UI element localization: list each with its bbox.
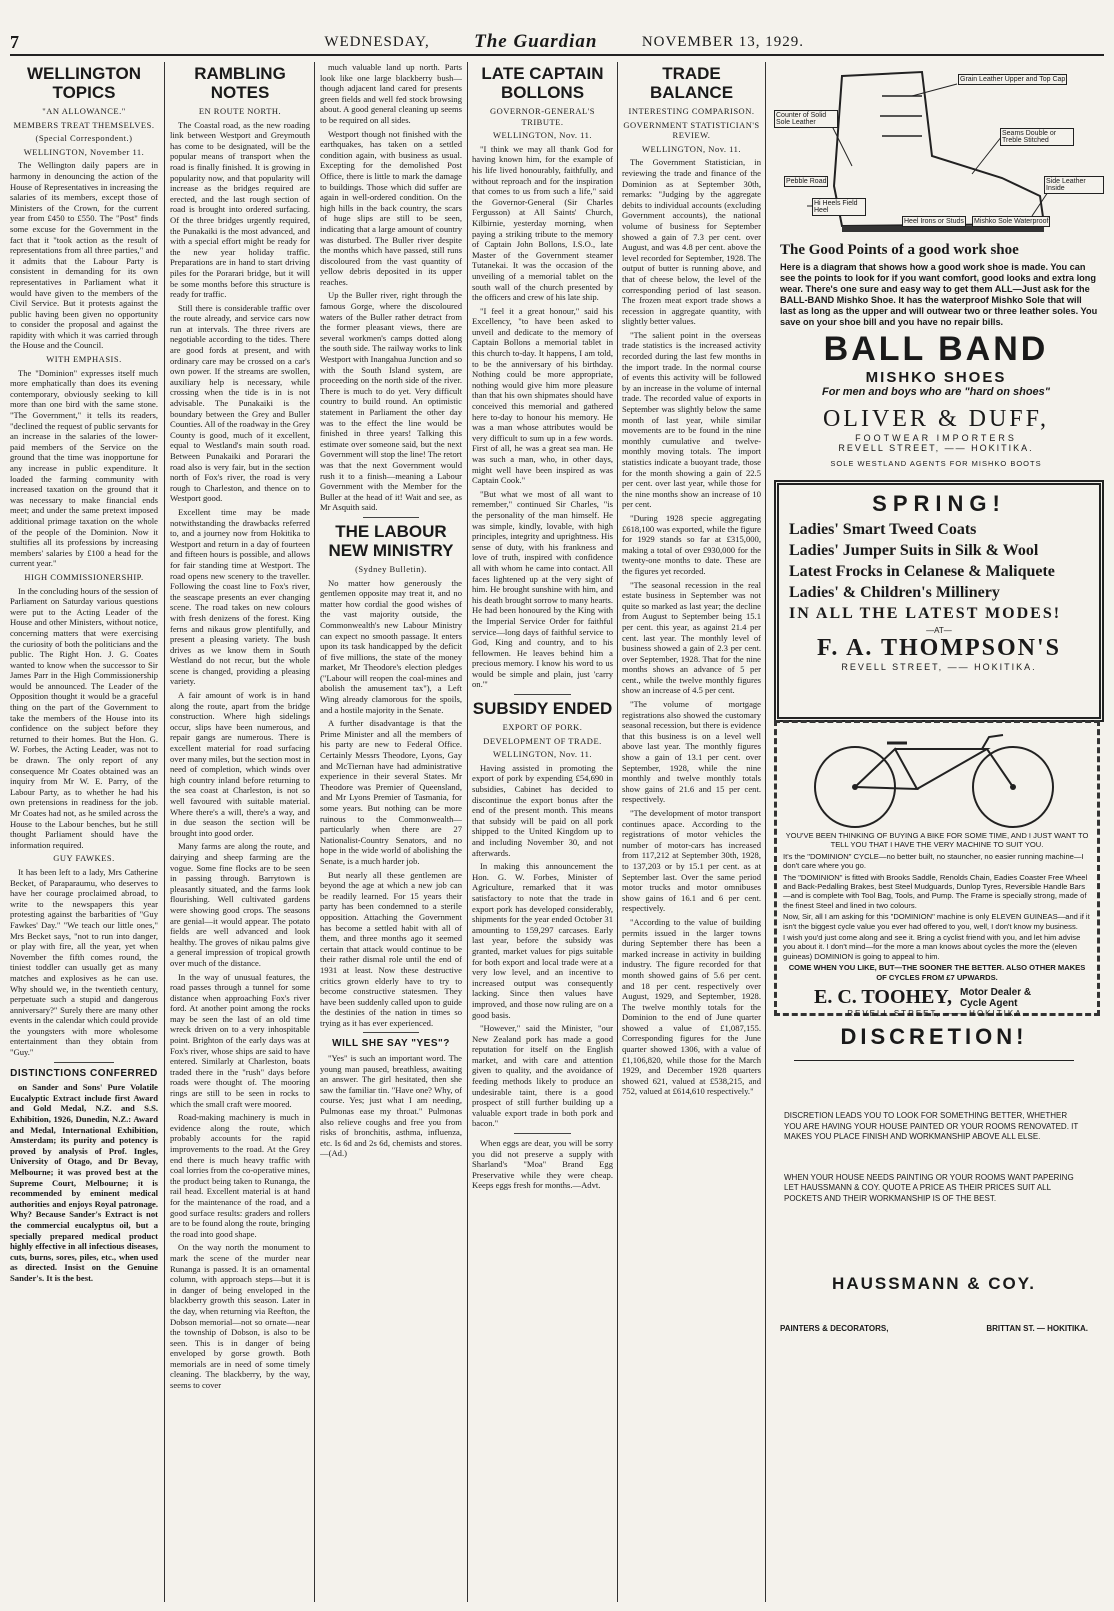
ballband-ad bbox=[772, 326, 1100, 472]
firm-role: Motor Dealer & Cycle Agent bbox=[960, 986, 1032, 1009]
brand-logo: BALL BAND bbox=[823, 330, 1049, 368]
paragraph: But nearly all these gentlemen are beyond the age at which a new job can be readily learned. For 15 years their party has been condemned to a sterile opposition. Attaching the Government has become a settled habit with all of them, and three months ago it seemed certain that attack would continue to be their rather dismal role until the end of 1931 at least. Now these destructive critics grown elderly have to try to become constructive statesmen. They have been suddenly called upon to guide the destinies of the nation in times so trying as it has ever experienced. bbox=[320, 869, 462, 1028]
shoe-label: Pebble Road bbox=[786, 178, 827, 185]
paragraph: on Sander and Sons' Pure Volatile Eucalyptic Extract include first Award and Gold Medal, N.Z. and S.S. Exhibition, 1926, Dunedin, N.Z.: Award and Medal, International Exhibition, Amsterdam; its purity and potency is proved by analysis of Prof. Ingles, University of Otago, and Dr Bevay, Melbourne; it was proved best at the Supreme Court, Melbourne; it is recommended by eminent medical authorities and enjoys Royal patronage. Why? Because Sander's Extract is not the commercial eucalyptus oil, but a specially prepared medical product highly effective in all infectious diseases, cuts, burns, sores, piles, etc., when used as directed. Insist on the Genuine Sander's. It is the best. bbox=[10, 1082, 158, 1283]
masthead bbox=[10, 30, 1104, 56]
firm-address: REVELL STREET, —— HOKITIKA. bbox=[841, 662, 1037, 672]
paragraph: Many farms are along the route, and dairying and sheep farming are the vogue. Some fine flocks are to be seen in passing through. Barrytown is pleasantly situated, and the farms look flourishing. Well cultivated gardens were showing good crops. The seasons are genial—it would appear. The potato fields are well advanced and look healthy. The groves of nikau palms give a general impression of tropical growth over much of the distance. bbox=[170, 841, 310, 968]
article-subhead: DEVELOPMENT OF TRADE. bbox=[483, 735, 602, 746]
divider bbox=[794, 1060, 1074, 1061]
shoe-label: Side Leather Inside bbox=[1044, 176, 1104, 194]
agents-line: SOLE WESTLAND AGENTS FOR MISHKO BOOTS bbox=[830, 459, 1042, 468]
section-subhead: WITH EMPHASIS. bbox=[46, 354, 122, 365]
section-subhead: HIGH COMMISSIONERSHIP. bbox=[24, 571, 144, 582]
shoe-label: Counter of Solid Sole Leather bbox=[774, 110, 838, 128]
divider bbox=[363, 517, 420, 518]
paragraph: The Coastal road, as the new roading link between Westport and Greymouth has come to be designated, will be the popular means of transport when the road is finally finished. It is growing in popularity now, and that popularity will increase as the bridges required are erected, and the last rough section of road is brought into ordered surfacing. Of the three bridges urgently required, the Punakaiki is the most advanced, and with a special effort might be ready for the new year holiday traffic. Preparations are in hand to start driving piles for the Porarari bridge, but it will be some months before this structure is ready for traffic. bbox=[170, 119, 310, 300]
dateline: WELLINGTON, November 11. bbox=[23, 146, 145, 157]
shoe-label: Hi Heels Field Heel bbox=[812, 198, 866, 216]
tagline: For men and boys who are "hard on shoes" bbox=[821, 386, 1051, 398]
paragraph: No matter how generously the gentlemen opposite may treat it, and no matter how cordial the good wishes of the vast majority outside, the Commonwealth's new Labour Ministry can expect no smooth passage. It enters upon its task handicapped by the deficit of five millions, the state of the money market, Mr Theodore's election pledges ("Labour will reopen the coal-mines and abolish the amusement tax"), a Left Wing already clamorous for the spoils, and a hostile majority in the Senate. bbox=[320, 577, 462, 715]
article-title: TRADE BALANCE bbox=[649, 64, 734, 102]
article-subhead: "AN ALLOWANCE." bbox=[42, 106, 126, 116]
paragraph: Still there is considerable traffic over the route already, and service cars now run at intervals. The three rivers are negotiable according to the tides. There are good fords at present, and with ordinary care may be crossed on a car's own power. If the streams are swollen, auxiliary help is necessary, while crossing when the tide is in is not advisable. The Punakaiki is the boundary between the Grey and Buller Counties. All of the roadway in the Grey County is good, much of it excellent, equal to Westland's main south road. Between Punakaiki and Porarari the road also is very fair, but in the section north of Fox's river, the road is very rough to Charleston, and thence on to Westport good. bbox=[170, 302, 310, 504]
byline: (Sydney Bulletin). bbox=[355, 563, 427, 574]
ad-paragraph: It's the "DOMINION" CYCLE—no better built, no stauncher, no easier running machine—I don't care where you go. bbox=[783, 851, 1084, 871]
paragraph: The "Dominion" expresses itself much more emphatically than does its evening contemporary, obviously seeking to kill more than one bird with the same stone. "The Government," it tells its readers, "declined the request of public servants for an increase in the salaries of the lower-paid members of the Service on the ground that the time was inopportune for any increase in public expenditure. It loaded the farming community with increased taxation on the ground that it was necessary to make financial ends meet; and under the same pretext imposed additional primage taxation on the whole of the people of the Dominion. Now it stultifies all its professions by increasing members' salaries by £100 a head for the current year." bbox=[10, 367, 158, 569]
paragraph: Road-making machinery is much in evidence along the route, which probably accounts for the rapid improvements to the road. At the Grey end there is much heavy traffic with coal lorries from the co-operative mines, the product being taken to Runanga, the rail head. Excellent material is at hand for the maintenance of the road, and a good surface results: graders and rollers are to be found along the route, bringing the road into good shape. bbox=[170, 1112, 310, 1239]
firm-address: REVELL STREET, —— HOKITIKA. bbox=[847, 1009, 1027, 1019]
paragraph: "During 1928 specie aggregating £618,100 was exported, while the figure for 1929 stands so far at £315,000, making a total of over £930,000 for the twenty-one months to date. These are the figures yet recorded. bbox=[622, 512, 761, 576]
shoe-ad-body: Here is a diagram that shows how a good work shoe is made. You can see the points to look for if you want comfort, good looks and extra long wear. There's one sure and easy way to get them ALL—Just ask for the BALL-BAND Mishko Shoe. It has the waterproof Mishko Sole that will last as long as the upper and will outwear two or three leather soles. You save on your shoe bill and you have no repair bills. bbox=[780, 262, 1098, 327]
bicycle-ad-body bbox=[777, 831, 1097, 982]
spring-lines bbox=[779, 517, 1099, 626]
article-subhead: MEMBERS TREAT THEMSELVES. bbox=[13, 119, 155, 130]
ad-paragraph: WHEN YOUR HOUSE NEEDS PAINTING OR YOUR ROOMS WANT PAPERING LET HAUSSMANN & COY. QUOTE A PRICE AS THEIR PRICES SUIT ALL POCKETS AND THEIR WORKMANSHIP IS OF THE BEST. bbox=[784, 1172, 1074, 1203]
ad-heading: DISTINCTIONS CONFERRED bbox=[10, 1067, 158, 1079]
column-captain-bollons bbox=[472, 62, 613, 1602]
article-subhead: GOVERNOR-GENERAL'S TRIBUTE. bbox=[490, 106, 595, 127]
paragraph: The Government Statistician, in reviewing the trade and finance of the Dominion as at September 30th, remarks: "Judging by the aggregate debits to individual accounts (excluding Government accounts), the national volume of business for September showed a gain of 7.3 per cent. over August, and was 4.8 per cent. above the level recorded for September, 1928. The output of butter is running above, and that of cheese below, the level of the corresponding period of last season. The frozen meat export trade shows a recession in aggregate quantity, with slightly better values. bbox=[622, 157, 761, 327]
discretion-ad bbox=[774, 1018, 1094, 1394]
paragraph: "I feel it a great honour," said his Excellency, "to have been asked to unveil and dedicate to the memory of Captain Bollons a memorial tablet in this church to-day. It happens, I am told, to be the anniversary of his birthday. Nothing could be more appropriate, nothing would give him more pleasure than that his own shipmates should have conceived this memorial and gathered here to-day to honour his memory. He was a man whose attributes would be very difficult to sum up in a few words. First of all, he was a great sea man. He was such a man, who, in other days, might well have been inspired as was Captain Cook." bbox=[472, 305, 613, 486]
firm-name: OLIVER & DUFF, bbox=[822, 406, 1050, 432]
bicycle-illustration bbox=[777, 727, 1093, 831]
paragraph: In making this announcement the Hon. G. W. Forbes, Minister of Agriculture, remarked that it was satisfactory to note that the trade in export pork has developed considerably, shipments for the year ended October 31 amounting to 159,297 carcases. Early last year, before the subsidy was granted, market values for pigs suitable for both export and local trade were at a very low level, and an incentive to increased output was consequently lacking. Since then values have improved, and those now ruling are on a good basis. bbox=[472, 861, 613, 1020]
discretion-title: DISCRETION! bbox=[840, 1024, 1028, 1049]
column-rule bbox=[467, 62, 468, 1602]
at-line: —AT— bbox=[926, 626, 952, 635]
spring-line: Ladies' & Children's Millinery bbox=[789, 584, 1000, 601]
paragraph: Up the Buller river, right through the famous Gorge, where the discoloured waters of the Buller rather detract from the former pleasant views, there are several workmen's camps dotted along the south side. The railway works to link Westport with Inangahua Junction and so with the South Island system, are proceeding on the north side of the river. There is much to do yet. Very difficult country to build round. An optimistic statement in Parliament the other day was to the effect the line would be finished in three years! Talking this estimate over someone said, but the next Government will stop the line! The retort was that the next Government would rush it to a finish—meaning a Labour Government with the Member for the Buller at the head of it! Wait and see, as Mr Asquith said. bbox=[320, 290, 462, 513]
ad-heading: WILL SHE SAY "YES"? bbox=[332, 1038, 450, 1050]
discretion-footer bbox=[774, 1294, 1094, 1333]
product-name: MISHKO SHOES bbox=[865, 369, 1007, 386]
firm-address: BRITTAN ST. — HOKITIKA. bbox=[986, 1324, 1088, 1333]
divider bbox=[514, 694, 570, 695]
shoe-label: Mishko Sole Waterproof bbox=[974, 218, 1049, 225]
spring-ad bbox=[774, 480, 1104, 722]
paragraph: "According to the value of building permits issued in the larger towns during September there has been a marked increase in activity in building industry. The figure recorded for that month showed gains of 5.6 per cent. and 18 per cent. respectively over August, 1929, and September, 1928. The twelve monthly totals for the Dominion to the end of June quarter showed a value of £1,087,155. Corresponding figures for the June quarter showed 1306, with a value of £1,106,820, while those for the March 1929, and December 1928 quarters showed 621, valued at £538,215, and 752, valued at £614,610 respectively." bbox=[622, 916, 761, 1097]
ad-paragraph: I wish you'd just come along and see it. Bring a cyclist friend with you, and let him advise you about it. I don't mind—for the more a man knows about cycles the more the (eleven guineas) DOMINION is going to appeal to him. bbox=[783, 933, 1081, 961]
paragraph: "However," said the Minister, "our New Zealand pork has made a good reputation for itself on the English market, and with care and attention given to quality, and the avoidance of feeding methods likely to produce an undesirable taint, there is a good prospect of still further building up a valuable export trade in both pork and bacon." bbox=[472, 1023, 613, 1129]
column-rule bbox=[164, 62, 165, 1602]
divider bbox=[514, 1133, 570, 1134]
spring-title: SPRING! bbox=[872, 491, 1006, 516]
column-rule bbox=[314, 62, 315, 1602]
paragraph: "The development of motor transport continues apace. According to the registrations of motor vehicles the number of motor-cars has increased from 117,212 at September 30th, 1928, to 137,203 or by 15.1 per cent. as at September last. Over the same period motor trucks and motor omnibuses show gains of 16.1 and 6 per cent. respectively. bbox=[622, 808, 761, 914]
paragraph: The Wellington daily papers are in harmony in denouncing the action of the House of Representatives in increasing the salaries of its members, except those of Ministers of the Crown, for the current year from £450 to £550. The "Post" finds some excuse for the Government in the fact that it "took action as the result of representations from all three parties," and it admits that the Labour Party is consistent in demanding for its own representatives in Parliament what it would have given to the members of the Civil Service. But it protests against the public having been given no opportunity to consider the proposal and against the rapidity with which it was carried through the House and the Council. bbox=[10, 160, 158, 351]
paragraph: "The salient point in the overseas trade statistics is the increased activity recorded during the last few months in the import trade. In the normal course of events this activity will be followed by an increase in the volume of internal trade. The recorded value of exports in September was slightly below the same month of last year, while similar movements are to be found in the nine monthly cumulative and twelve-monthly moving totals. The import statistics indicate a buoyant trade, those for the month showing a gain of 22.5 per cent. over last year, while those for the nine months show an increase of 10 per cent. bbox=[622, 329, 761, 510]
spring-line: Ladies' Jumper Suits in Silk & Wool bbox=[789, 542, 1039, 559]
firm-subtitle: FOOTWEAR IMPORTERS bbox=[855, 433, 1017, 443]
shoe-diagram-ad bbox=[772, 66, 1104, 327]
paragraph: "Yes" is such an important word. The young man paused, breathless, awaiting an answer. The girl hesitated, then she saw the familiar tin. "Have one? Why, of course. Yes; just what I am needing, Pulmonas ease my throat." Pulmonas also relieve coughs and free you from risks of bronchitis, asthma, influenza, etc. Is 6d and 2s 6d, chemists and stores.—(Ad.) bbox=[320, 1053, 462, 1159]
masthead-title: The Guardian bbox=[474, 31, 598, 52]
masthead-date: NOVEMBER 13, 1929. bbox=[641, 33, 804, 50]
firm-trade: PAINTERS & DECORATORS, bbox=[780, 1324, 889, 1333]
article-subhead: GOVERNMENT STATISTICIAN'S REVIEW. bbox=[623, 119, 760, 141]
spring-line: Latest Frocks in Celanese & Maliquete bbox=[789, 563, 1055, 580]
column-rule bbox=[617, 62, 618, 1602]
paragraph: A further disadvantage is that the Prime Minister and all the members of his party are new to Federal Office. Certainly Messrs Theodore, Lyons, Gay and McTiernan have had administrative experience in their several States. Mr Theodore was Premier of Queensland, and Mr Lyons Premier of Tasmania, for some years. But nothing can be more ruinous to the Commonwealth—particularly when there are 27 Nationalist-Country Senators, and no hope in the wide world of abolishing the Senate, is a much harder job. bbox=[320, 718, 462, 866]
ad-paragraph: Now, Sir, all I am asking for this "DOMINION" machine is only ELEVEN GUINEAS—and if it isn't the biggest cycle value you ever had offered to you, well, I don't know my business. bbox=[783, 912, 1090, 931]
spring-line: Ladies' Smart Tweed Coats bbox=[789, 521, 977, 538]
firm-name: E. C. TOOHEY, bbox=[813, 986, 953, 1009]
paragraph: "The seasonal recession in the real estate business in September was not quite so marked as last year; the decline from August to September being 15.1 per cent. this year, as against 21.4 per cent. last year. The monthly level of business showed a gain of 2.3 per cent. over September, 1928. That for the nine months shows an advance of 5 per cent., while the twelve monthly figures show an increase of 4.5 per cent. bbox=[622, 579, 761, 696]
shoe-label: Heel Irons or Studs bbox=[904, 218, 964, 225]
paragraph: much valuable land up north. Parts look like one large blackberry bush—though adjacent land cared for presents green fields and well fed stock browsing about. A good general cleaning up seems to be required on all sides. bbox=[320, 62, 462, 125]
paragraph: Excellent time may be made notwithstanding the drawbacks referred to, and a journey now from Hokitika to Westport and return in a day of fourteen and fifteen hours is possible, and allows for fair standing time at Westport. The road opens new scenery to the traveller. Following the coast line to Fox's river, the seascape presents an ever changing scene. The road takes on new colours with fresh denizens of the forest. King ferns and nikaus grow plentifully, and present a pleasing variety. The bush drives as we know them in South Westland do not recur, but the whole scene is changed, providing a pleasing variety. bbox=[170, 506, 310, 687]
ad-paragraph: YOU'VE BEEN THINKING OF BUYING A BIKE FOR SOME TIME, AND I JUST WANT TO TELL YOU THAT I HAVE THE VERY MACHINE TO SUIT YOU. bbox=[785, 831, 1089, 850]
column-rule bbox=[765, 62, 766, 1602]
firm-address: REVELL STREET, —— HOKITIKA. bbox=[838, 443, 1034, 453]
paragraph: Westport though not finished with the earthquakes, has taken on a settled condition again, with business as usual. Excepting for the demolished Post Office, there is little to mark the damage to buildings. Those which did suffer are again in well-ordered condition. On the high hills in the back country, the scars of huge slips are still to be seen, indicating that a large amount of country was disturbed. The Buller river despite the months which have passed, still runs discoloured from the vast quantity of yellow debris deposited in its upper reaches. bbox=[320, 128, 462, 287]
article-title: RAMBLING NOTES bbox=[194, 64, 286, 102]
paragraph: A fair amount of work is in hand along the route, apart from the bridge construction. Where high sidelings occur, slips have been numerous, and repair gangs are numerous. There is excellent material for road surfacing over many miles, but the section most in need of completion, which winds over high country inland before returning to the sea coast at Charleston, is not so well favoured with suitable material. Where there's a will, there's a way, and in due season the section will be brought into good order. bbox=[170, 690, 310, 838]
article-title: SUBSIDY ENDED bbox=[472, 699, 613, 719]
divider bbox=[54, 1062, 113, 1063]
byline: (Special Correspondent.) bbox=[35, 133, 133, 144]
column-trade-balance bbox=[622, 62, 761, 1602]
paragraph: "But what we most of all want to remember," continued Sir Charles, "is the personality of the man himself. He was simple, kindly, lovable, with high principles, integrity and uprightness. His sense of duty, with his frankness and love of truth, inspired with confidence all with whom he came into contact. All faces lightened up at the very sight of him. He brought sunshine with him, and his death brought sorrow to many hearts. He had been honoured by the King with the Imperial Service Order for faithful service—long days of faithful service to God, King and country, and to his fellowmen. He leaves behind him a precious memory. I know his word to us would be simple and plain, just 'carry on.'" bbox=[472, 488, 613, 690]
article-title: THE LABOUR NEW MINISTRY bbox=[328, 521, 454, 560]
spring-line: IN ALL THE LATEST MODES! bbox=[789, 605, 1062, 622]
ad-paragraph: DISCRETION LEADS YOU TO LOOK FOR SOMETHING BETTER, WHETHER YOU ARE HAVING YOUR HOUSE PAINTED OR YOUR ROOMS RENOVATED. IT MAKES YOU PLACE FINISH AND WORKMANSHIP ABOVE ALL ELSE. bbox=[784, 1111, 1079, 1141]
paragraph: In the concluding hours of the session of Parliament on Saturday various questions were put to the Acting Leader of the House and other Ministers, without notice, concerning matters that were exercising the curiosity of both the politicians and the public. The Right Hon. J. G. Coates wanted to know when the successor to Sir James Parr in the High Commissionership would be announced. The Leader of the Opposition thought it would be a graceful thing on the part of the Government to take the members of the House into its confidence on the subject before they returned to their homes. But the Hon. G. W. Forbes, the Acting Leader, was not to be drawn. The only report of any consequence Mr Coates obtained was an inquiry from Mr W. E. Parry, of the Labour Party, as to whether he had his own pretensions in readiness for the job. Mr Coates had not, as he smiled across the House to the Labour benches, but he still thought Parliament should have the information required. bbox=[10, 585, 158, 850]
bicycle-ad-footer bbox=[777, 986, 1097, 1009]
page-number: 7 bbox=[10, 31, 20, 52]
article-title: WELLINGTON TOPICS bbox=[27, 64, 141, 102]
paragraph: Having assisted in promoting the export of pork by expending £54,690 in subsidies, Cabinet has decided to discontinue the export bonus after the end of the present month. This means that subsidy will be paid on all pork shipped to the United Kingdom up to and including November 30, and not afterwards. bbox=[472, 762, 613, 858]
article-subhead: INTERESTING COMPARISON. bbox=[628, 106, 755, 116]
paragraph: "The volume of mortgage registrations also showed the customary seasonal recession, but there is evidence that this business is on a level well above last year. The monthly figures show a gain of 13.1 per cent. over September, 1928, while the nine monthly and twelve monthly totals show gains of 21.6 and 15 per cent. respectively. bbox=[622, 699, 761, 805]
column-continued bbox=[320, 62, 462, 1602]
column-rambling-notes bbox=[170, 62, 310, 1602]
dateline: WELLINGTON, Nov. 11. bbox=[493, 130, 592, 141]
bicycle-ad bbox=[774, 720, 1100, 1019]
dateline: WELLINGTON, Nov. 11. bbox=[642, 143, 741, 154]
ad-paragraph: The "DOMINION" is fitted with Brooks Saddle, Renolds Chain, Eadies Coaster Free Wheel and Back-Pedalling Brakes, best Steel Mudguards, Dunlop Tyres, Reversible Handle Bars—and is complete with Tool Bag, Tools, and Pump. The Frame is specially strong, made of the finest Steel and lined in two colours. bbox=[783, 872, 1088, 910]
paragraph: In the way of unusual features, the road passes through a tunnel for some distance when approaching Fox's river ford. At another point among the rocks may be seen the last of an old time wreck driven on to a very inhospitable point. Brighton of the early days was at Fox's river, whose ships are said to have entered. Similarly at Charleston, boats traded there in the "rush" days before roads were thought of. The mooring rings are still to be seen in rocks to which the small craft were moored. bbox=[170, 971, 310, 1109]
divider bbox=[363, 1032, 420, 1033]
paragraph: It has been left to a lady, Mrs Catherine Becket, of Paraparaumu, who deserves to have her courage proclaimed abroad, to write to the newspapers this year protesting against the barbarities of "Guy Fawkes' Day." "We teach our little ones," Mrs Becket says, "not to run into danger, or play with fire, all the year, yet when November the fifth comes round, the tiniest toddler can usually get as many matches and explosives as he can use. Why should we, in the twentieth century, perpetuate such a stupid and dangerous anniversary?" Surely there are many other events in the calendar which could provide the youngsters with more wholesome entertainment than they obtain from "Guy." bbox=[10, 866, 158, 1058]
paragraph: "I think we may all thank God for having known him, for the example of his life lived honourably, faithfully, and without reproach and for the inspiration that comes to us from such a life," said the Governor-General (Sir Charles Fergusson) at All Saints' Church, Kilbirnie, yesterday morning, when paying a striking tribute to the memory of Captain John Bollons, I.S.O., late Master of the Government steamer Tutanekai. It was the occasion of the unveiling of a memorial tablet on the south wall of the church presented by the officers and crew of his late ship. bbox=[472, 143, 613, 303]
article-subhead: EN ROUTE NORTH. bbox=[198, 106, 282, 116]
shoe-label: Grain Leather Upper and Top Cap bbox=[960, 76, 1066, 83]
dateline: WELLINGTON, Nov. 11. bbox=[493, 749, 592, 760]
section-subhead: GUY FAWKES. bbox=[53, 853, 115, 864]
shoe-ad-heading: The Good Points of a good work shoe bbox=[780, 242, 1019, 258]
firm-name: HAUSSMANN & COY. bbox=[832, 1274, 1036, 1293]
paragraph: When eggs are dear, you will be sorry you did not preserve a supply with Sharland's "Moa" Brand Egg Preservative while they were cheap. Keeps eggs fresh for months.—Advt. bbox=[472, 1138, 613, 1191]
article-title: LATE CAPTAIN BOLLONS bbox=[481, 64, 604, 102]
firm-name: F. A. THOMPSON'S bbox=[816, 635, 1062, 661]
article-subhead: EXPORT OF PORK. bbox=[502, 722, 583, 733]
column-wellington-topics bbox=[10, 62, 158, 1602]
masthead-day: WEDNESDAY, bbox=[324, 33, 430, 50]
ad-paragraph: COME WHEN YOU LIKE, BUT—THE SOONER THE BETTER. ALSO OTHER MAKES OF CYCLES FROM £7 UPWARDS. bbox=[788, 963, 1086, 982]
shoe-label: Seams Double or Treble Stitched bbox=[1000, 128, 1074, 146]
paragraph: On the way north the monument to mark the scene of the murder near Runanga is passed. It is an ornamental column, with approach steps—but it is in danger of being enveloped in the blackberry growth this season. Later in the day, when returning via Reefton, the Dobson memorial—not so ornate—near the township of Dobson, is also to be seen. This is in danger of being enveloped by gorse growth. Both memorials are in need of some timely cleaning. The blackberry, by the way, seems to cover bbox=[170, 1242, 310, 1391]
